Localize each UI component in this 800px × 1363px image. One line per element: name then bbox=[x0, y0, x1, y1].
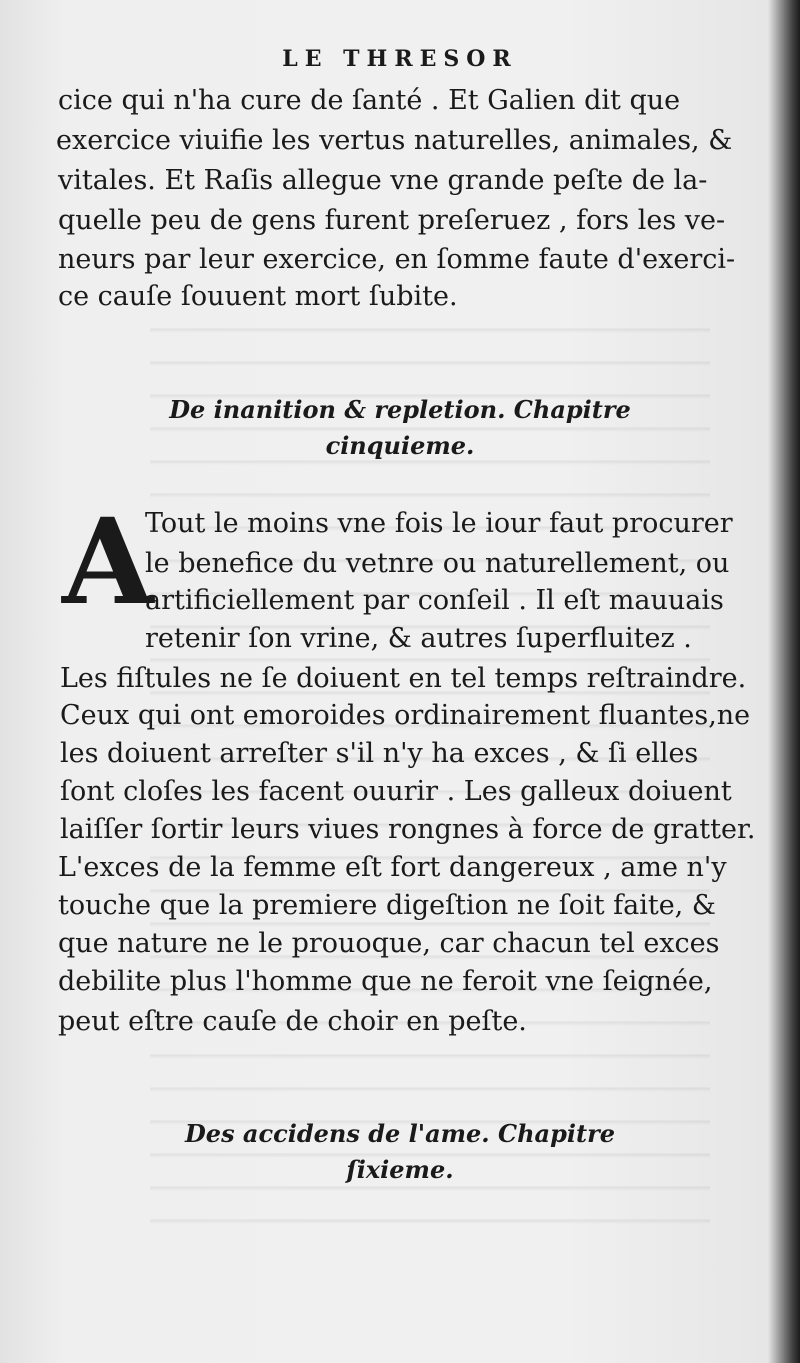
chapter-heading: cinquieme. bbox=[325, 431, 475, 460]
text-line: touche que la premiere digeſtion ne ſoit faite, & bbox=[58, 890, 716, 921]
text-line: retenir ſon vrine, & autres ſuperfluitez . bbox=[145, 623, 692, 654]
text-line: vitales. Et Raſis allegue vne grande peſte de la- bbox=[58, 165, 708, 196]
chapter-heading: De inanition & repletion. Chapitre bbox=[169, 395, 631, 424]
text-line: artificiellement par conſeil . Il eſt mauuais bbox=[145, 585, 724, 616]
drop-cap: A bbox=[62, 492, 154, 631]
text-line: le benefice du vetnre ou naturellement, ou bbox=[145, 548, 730, 579]
text-line: les doiuent arreſter s'il n'y ha exces , & ſi elles bbox=[60, 738, 699, 769]
running-head: LE THRESOR bbox=[282, 46, 518, 72]
text-line: neurs par leur exercice, en ſomme faute d'exerci- bbox=[58, 244, 736, 275]
text-line: laiſſer ſortir leurs viues rongnes à force de gratter. bbox=[60, 814, 756, 845]
chapter-heading: ſixieme. bbox=[346, 1155, 454, 1184]
text-line: peut eſtre cauſe de choir en peſte. bbox=[58, 1006, 527, 1037]
text-line: Ceux qui ont emoroides ordinairement fluantes,ne bbox=[60, 700, 751, 731]
text-line: quelle peu de gens furent preſeruez , fors les ve- bbox=[58, 205, 726, 236]
text-line: L'exces de la femme eſt fort dangereux , ame n'y bbox=[58, 852, 727, 883]
chapter-heading: Des accidens de l'ame. Chapitre bbox=[184, 1119, 615, 1148]
text-line: ſont cloſes les facent ouurir . Les galleux doiuent bbox=[60, 776, 732, 807]
text-line: debilite plus l'homme que ne feroit vne ſeignée, bbox=[58, 966, 713, 997]
text-line: Tout le moins vne fois le iour faut procurer bbox=[145, 508, 733, 539]
text-line: que nature ne le prouoque, car chacun tel exces bbox=[58, 928, 720, 959]
text-line: exercice viuifie les vertus naturelles, animales, & bbox=[56, 125, 733, 156]
text-line: ce cauſe ſouuent mort ſubite. bbox=[58, 281, 458, 312]
text-line: cice qui n'ha cure de ſanté . Et Galien dit que bbox=[58, 85, 681, 116]
text-line: Les fiſtules ne ſe doiuent en tel temps reſtraindre. bbox=[60, 663, 747, 694]
